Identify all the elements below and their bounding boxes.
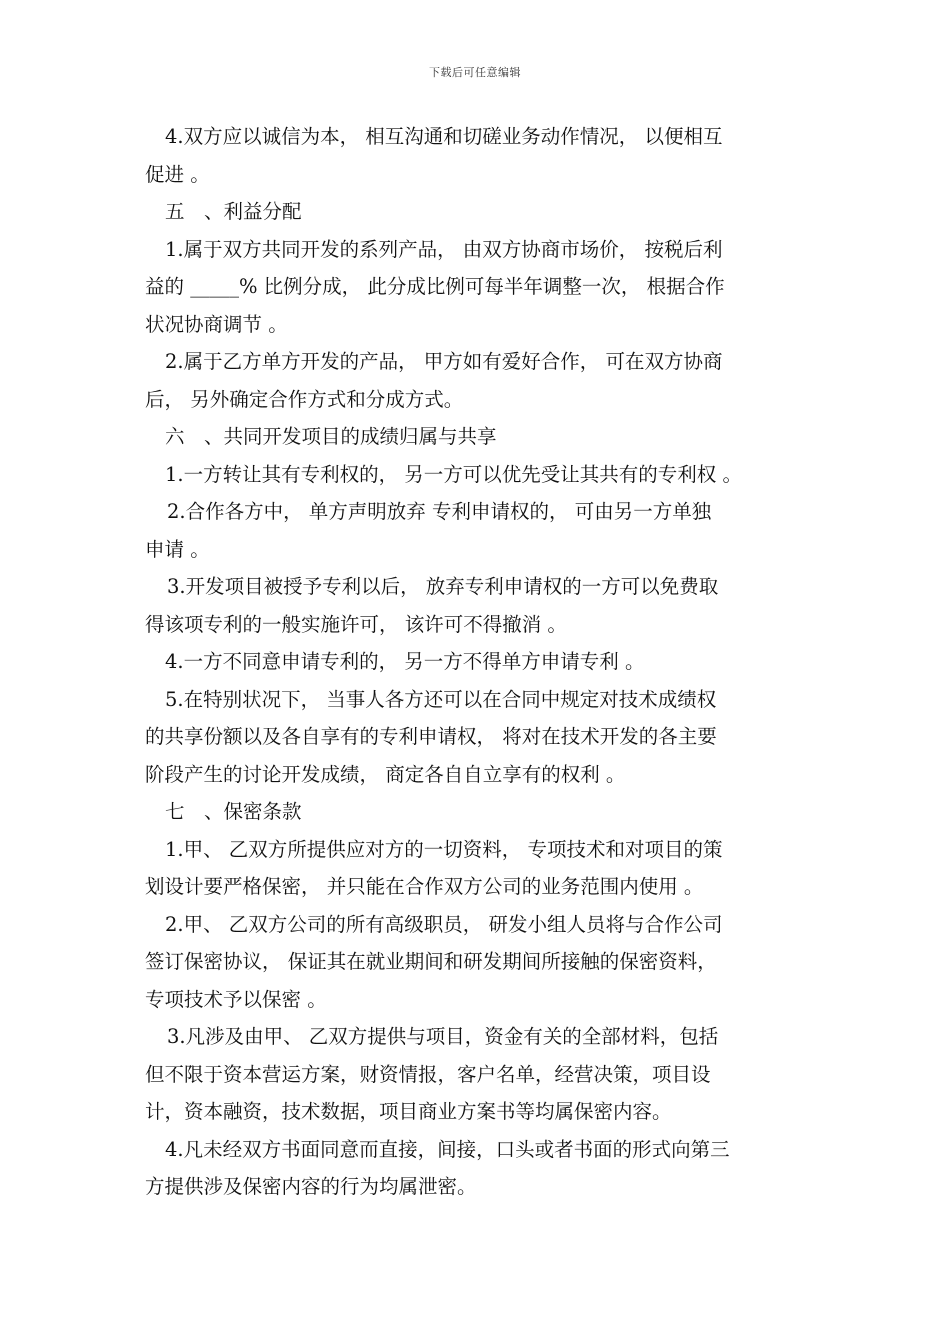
paragraph-line: 1.一方转让其有专利权的， 另一方可以优先受让其共有的专利权 。 xyxy=(165,462,743,486)
paragraph-line: 4.一方不同意申请专利的， 另一方不得单方申请专利 。 xyxy=(165,650,645,673)
paragraph-line: 4.凡未经双方书面同意而直接，间接，口头或者书面的形式向第三 xyxy=(165,1137,730,1161)
paragraph-line: 计，资本融资，技术数据，项目商业方案书等均属保密内容。 xyxy=(145,1100,672,1123)
section-heading: 五 、利益分配 xyxy=(165,200,302,223)
paragraph-line: 3.开发项目被授予专利以后， 放弃专利申请权的一方可以免费取 xyxy=(167,575,719,598)
paragraph-line: 得该项专利的一般实施许可， 该许可不得撤消 。 xyxy=(145,612,567,636)
section-heading: 七 、保密条款 xyxy=(165,800,302,823)
paragraph-line: 3.凡涉及由甲、 乙双方提供与项目，资金有关的全部材料，包括 xyxy=(167,1025,719,1048)
paragraph-line: 1.甲、 乙双方所提供应对方的一切资料， 专项技术和对项目的策 xyxy=(165,837,723,861)
document-body xyxy=(145,118,817,1206)
paragraph-line: 方提供涉及保密内容的行为均属泄密。 xyxy=(145,1175,477,1198)
paragraph-line: 申请 。 xyxy=(145,537,210,561)
paragraph-line: 阶段产生的讨论开发成绩， 商定各自自立享有的权利 。 xyxy=(145,762,626,786)
paragraph-line: 签订保密协议， 保证其在就业期间和研发期间所接触的保密资料， xyxy=(145,950,717,973)
paragraph-line: 专项技术予以保密 。 xyxy=(145,987,327,1011)
paragraph-line: 益的 _____% 比例分成， 此分成比例可每半年调整一次， 根据合作 xyxy=(145,275,725,298)
page-header-note: 下载后可任意编辑 xyxy=(429,66,521,79)
paragraph-line: 促进 。 xyxy=(145,162,210,186)
paragraph-line: 划设计要严格保密， 并只能在合作双方公司的业务范围内使用 。 xyxy=(145,875,704,898)
paragraph-line: 的共享份额以及各自享有的专利申请权， 将对在技术开发的各主要 xyxy=(145,725,717,748)
paragraph-line: 2.合作各方中， 单方声明放弃 专利申请权的， 可由另一方单独 xyxy=(167,500,712,523)
section-heading: 六 、共同开发项目的成绩归属与共享 xyxy=(165,425,497,448)
paragraph-line: 5.在特别状况下， 当事人各方还可以在合同中规定对技术成绩权 xyxy=(165,687,717,711)
paragraph-line: 2.甲、 乙双方公司的所有高级职员， 研发小组人员将与合作公司 xyxy=(165,912,723,936)
paragraph-line: 状况协商调节 。 xyxy=(145,312,288,336)
paragraph-line: 4.双方应以诚信为本， 相互沟通和切磋业务动作情况， 以便相互 xyxy=(165,125,723,148)
paragraph-line: 但不限于资本营运方案，财资情报，客户名单，经营决策，项目设 xyxy=(145,1062,711,1086)
paragraph-line: 2.属于乙方单方开发的产品， 甲方如有爱好合作， 可在双方协商 xyxy=(165,350,723,373)
paragraph-line: 1.属于双方共同开发的系列产品， 由双方协商市场价， 按税后利 xyxy=(165,237,723,261)
paragraph-line: 后， 另外确定合作方式和分成方式。 xyxy=(145,387,464,411)
